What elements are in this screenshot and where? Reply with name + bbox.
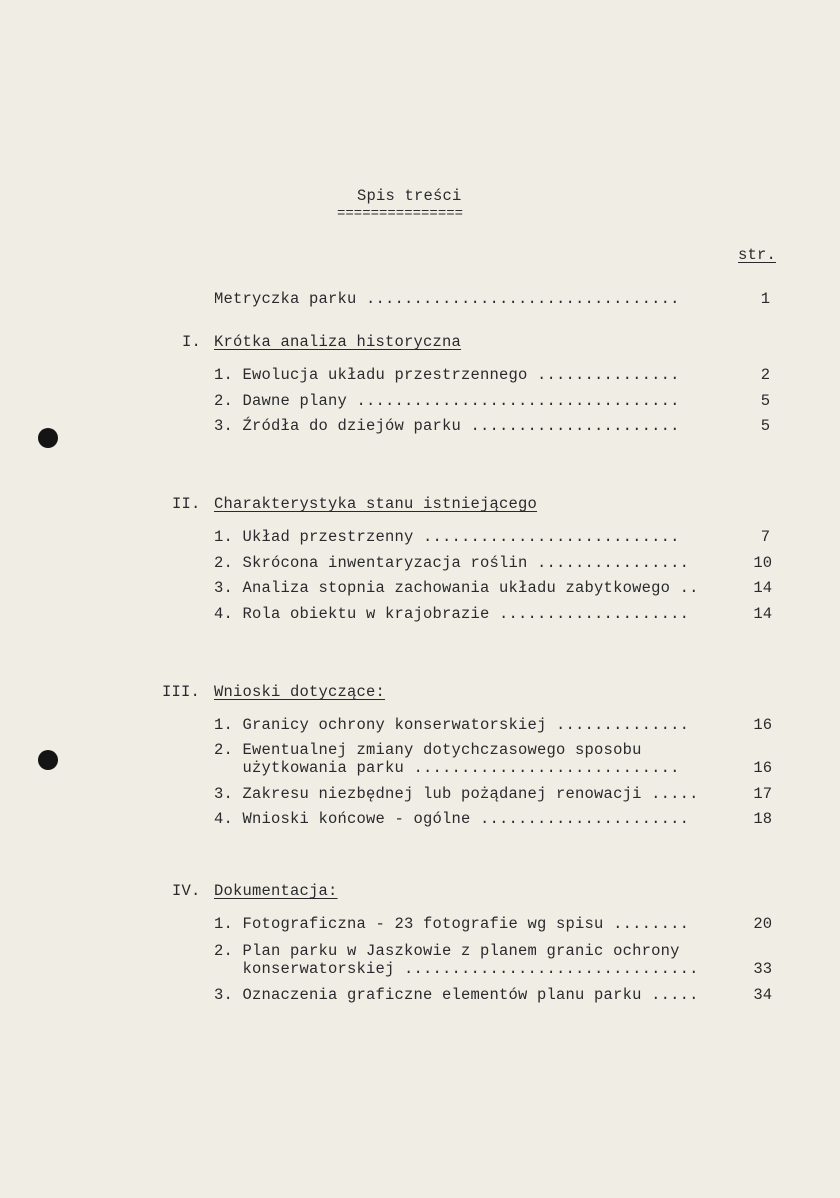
toc-page-number: 33 [753, 960, 772, 978]
toc-page-number: 14 [753, 605, 772, 623]
toc-page-number: 1 [760, 290, 770, 308]
toc-entry: 2. Dawne plany .................................. [214, 392, 680, 410]
page-column-header: str. [738, 246, 777, 264]
toc-entry: 1. Ewolucja układu przestrzennego ............... [214, 366, 680, 384]
page-title: Spis treści [357, 187, 462, 205]
toc-entry: 3. Analiza stopnia zachowania układu zabytkowego .. [214, 579, 699, 597]
toc-page-number: 34 [753, 986, 772, 1004]
section-roman-numeral: II. [172, 495, 201, 513]
toc-entry: 4. Wnioski końcowe - ogólne ...................... [214, 810, 690, 828]
toc-entry: 1. Granicy ochrony konserwatorskiej .............. [214, 716, 690, 734]
toc-page-number: 18 [753, 810, 772, 828]
section-roman-numeral: I. [182, 333, 202, 351]
toc-page-number: 17 [753, 785, 772, 803]
section-heading: Dokumentacja: [214, 882, 338, 900]
title-underline: =============== [337, 206, 464, 222]
punch-hole [38, 428, 58, 448]
toc-entry-continuation: użytkowania parku ............................ [214, 759, 680, 777]
toc-entry: Metryczka parku ................................. [214, 290, 680, 308]
toc-entry: 2. Skrócona inwentaryzacja roślin ................ [214, 554, 690, 572]
toc-page-number: 16 [753, 716, 772, 734]
toc-entry: 3. Zakresu niezbędnej lub pożądanej renowacji ..... [214, 785, 699, 803]
toc-entry: 2. Plan parku w Jaszkowie z planem granic ochrony [214, 942, 680, 960]
section-heading: Wnioski dotyczące: [214, 683, 386, 701]
toc-page-number: 10 [753, 554, 772, 572]
toc-entry: 4. Rola obiektu w krajobrazie .................... [214, 605, 690, 623]
toc-page-number: 5 [760, 417, 770, 435]
toc-page-number: 7 [760, 528, 770, 546]
section-roman-numeral: III. [162, 683, 201, 701]
toc-page-number: 20 [753, 915, 772, 933]
toc-entry: 1. Układ przestrzenny ........................... [214, 528, 680, 546]
section-heading: Charakterystyka stanu istniejącego [214, 495, 538, 513]
punch-hole [38, 750, 58, 770]
toc-entry: 1. Fotograficzna - 23 fotografie wg spisu ........ [214, 915, 690, 933]
section-heading: Krótka analiza historyczna [214, 333, 462, 351]
toc-page-number: 16 [753, 759, 772, 777]
toc-entry-continuation: konserwatorskiej ............................... [214, 960, 699, 978]
toc-page-number: 14 [753, 579, 772, 597]
toc-entry: 3. Oznaczenia graficzne elementów planu parku ..... [214, 986, 699, 1004]
toc-entry: 3. Źródła do dziejów parku ...................... [214, 417, 680, 435]
toc-page-number: 2 [760, 366, 770, 384]
toc-page-number: 5 [760, 392, 770, 410]
toc-entry: 2. Ewentualnej zmiany dotychczasowego sposobu [214, 741, 642, 759]
section-roman-numeral: IV. [172, 882, 201, 900]
